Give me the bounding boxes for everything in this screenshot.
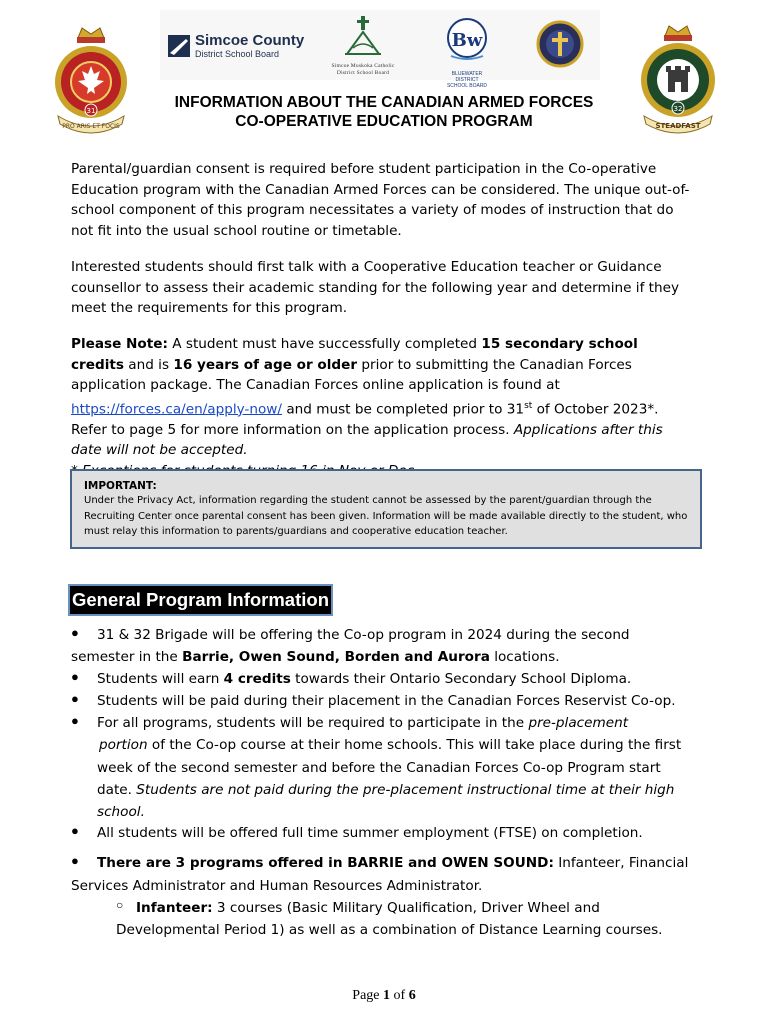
smcdsb-logo	[318, 14, 408, 77]
infanteer-line2: Developmental Period 1) as well as a combination of Distance Learning courses.	[116, 922, 663, 938]
right-crest-motto: STEADFAST	[655, 122, 701, 130]
infanteer-label: Infanteer:	[136, 900, 213, 916]
right-crest-number: 32	[673, 105, 683, 113]
title-line-2: CO-OPERATIVE EDUCATION PROGRAM	[235, 113, 533, 130]
credits-earned: 4 credits	[223, 671, 291, 687]
bullet-icon: ●	[71, 853, 79, 868]
unpaid-note: Students are not paid during the pre-placement instructional time at their high school.	[97, 781, 675, 821]
smcdsb-name-line2: District School Board	[336, 70, 390, 76]
bullet-programs-offered-line2: Services Administrator and Human Resources Administrator.	[71, 878, 483, 894]
bluewater-dsb-logo	[442, 16, 492, 89]
important-title: IMPORTANT:	[84, 480, 157, 492]
bullet-summer-employment: All students will be offered full time summer employment (FTSE) on completion.	[97, 825, 643, 841]
scdsb-subtitle: District School Board	[195, 49, 280, 59]
scdsb-name: Simcoe County	[195, 32, 305, 49]
bullet-pre-placement: For all programs, students will be required to participate in the pre-placement portion of the Co-op course at their home schools. This will take place during the first week of the second semester and before the Canadian Forces Co-op Program start date. Students are not paid during the pre-placement instructional time at their high school.	[97, 715, 682, 821]
bwdsb-name: BLUEWATER DISTRICT	[451, 71, 483, 83]
church-icon	[341, 14, 385, 58]
bullet-icon: ●	[71, 713, 79, 728]
important-privacy-box	[70, 469, 702, 549]
credits-requirement: 15 secondary school credits	[71, 336, 638, 373]
bullet-icon: ●	[71, 823, 79, 838]
title-line-1: INFORMATION ABOUT THE CANADIAN ARMED FORCES	[174, 94, 594, 111]
bullet-brigade-line1: 31 & 32 Brigade will be offering the Co-op program in 2024 during the second	[97, 627, 630, 643]
please-note-label: Please Note:	[71, 336, 168, 352]
diocese-seal-logo	[536, 20, 584, 72]
infanteer-line1: Infanteer: 3 courses (Basic Military Qualification, Driver Wheel and	[136, 900, 600, 916]
bluewater-emblem-icon	[445, 16, 489, 66]
program-locations: Barrie, Owen Sound, Borden and Aurora	[182, 649, 490, 665]
current-page-number: 1	[383, 988, 391, 1003]
bullet-icon: ●	[71, 691, 79, 706]
bullet-programs-offered: There are 3 programs offered in BARRIE and OWEN SOUND: Infanteer, Financial	[97, 855, 689, 871]
general-program-heading: General Program Information	[68, 584, 333, 616]
bullet-brigade-line2: semester in the Barrie, Owen Sound, Borden and Aurora locations.	[71, 649, 560, 665]
left-crest-motto: PRO ARIS ET FOCIS	[62, 123, 120, 130]
age-requirement: 16 years of age or older	[173, 356, 358, 373]
important-body: Under the Privacy Act, information regarding the student cannot be assessed by the parent/guardian through the Recruiting Center once parental consent has been given. Information will be made available directly to the student, who must relay this information to parents/guardians and cooperative education teacher.	[84, 495, 688, 537]
bwdsb-subtitle: SCHOOL BOARD	[446, 83, 488, 89]
bullet-icon: ●	[71, 625, 79, 640]
apply-link[interactable]: https://forces.ca/en/apply-now/	[71, 401, 283, 418]
simcoe-county-dsb-logo	[168, 33, 304, 59]
scdsb-mark-icon	[168, 35, 190, 57]
smcdsb-name-line1: Simcoe Muskoka Catholic	[331, 63, 395, 69]
document-title	[120, 93, 648, 131]
total-pages: 6	[408, 988, 416, 1003]
page-footer: Page 1 of 6	[352, 988, 416, 1003]
deadline-warning: Applications after this date will not be accepted.	[71, 421, 663, 459]
eligibility-paragraph: Interested students should first talk with a Cooperative Education teacher or Guidance counsellor to assess their academic standing for the following year and determine if they meet the requirements for this program.	[71, 259, 680, 316]
bullet-icon: ●	[71, 669, 79, 684]
please-note-paragraph: Please Note: A student must have successfully completed 15 secondary school credits and is 16 years of age or older prior to submitting the Canadian Forces application package. The Canadian Forces online application is found at https://forces.ca/en/apply-now/ and must be completed prior to 31st of October 2023*. Refer to page 5 for more information on the application process. Applications after this date will not be accepted.	[71, 334, 691, 481]
right-brigade-crest	[636, 22, 720, 134]
bullet-credits: Students will earn 4 credits towards their Ontario Secondary School Diploma.	[97, 671, 632, 687]
left-crest-number: 31	[86, 107, 96, 115]
programs-offered-heading: There are 3 programs offered in BARRIE and OWEN SOUND:	[97, 855, 554, 871]
bullet-paid: Students will be paid during their placement in the Canadian Forces Reservist Co-op.	[97, 693, 676, 709]
svg-text:Bw: Bw	[451, 30, 483, 51]
consent-paragraph: Parental/guardian consent is required before student participation in the Co-operative Education program with the Canadian Armed Forces can be considered. The unique out-of-school component of this program necessitates a variety of modes of instruction that do not fit into the usual school routine or timetable.	[71, 161, 690, 239]
sub-bullet-circle-icon: ○	[116, 898, 124, 912]
